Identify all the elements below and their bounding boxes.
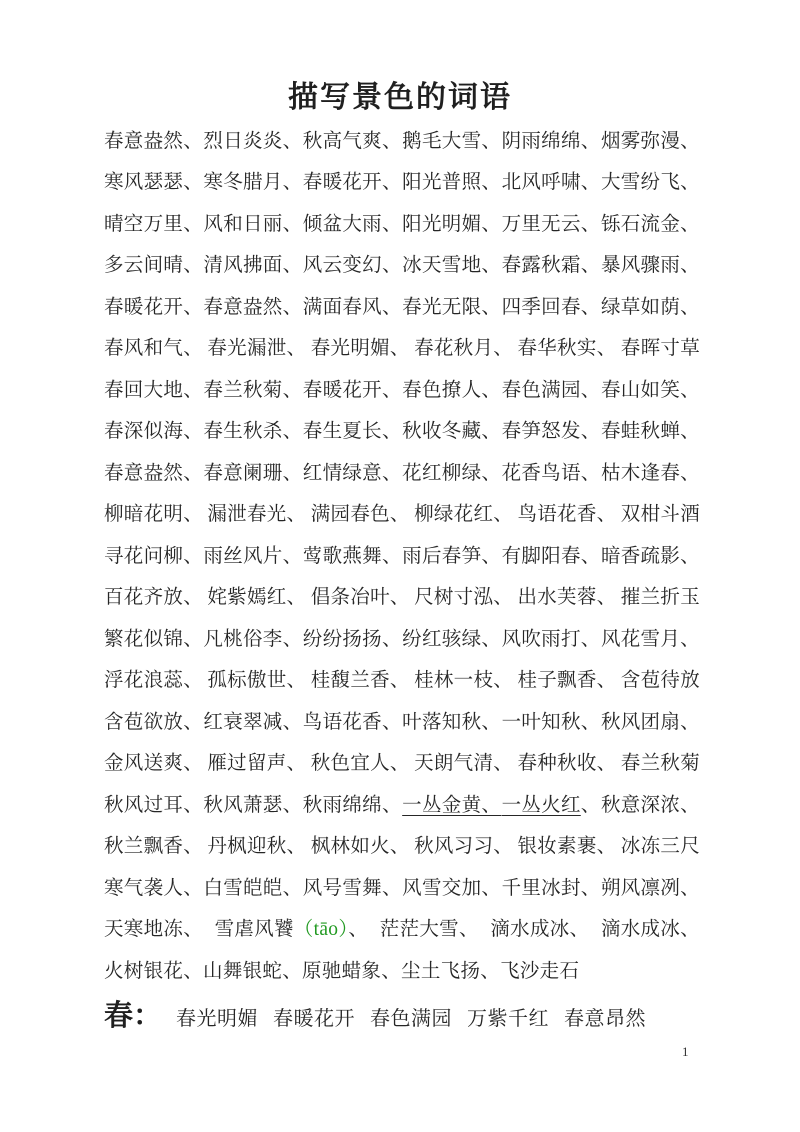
word-run: 绿草如荫、 <box>600 296 700 318</box>
word-item <box>303 374 402 402</box>
word-item <box>601 540 700 568</box>
word-run: 原驰蜡象、 <box>302 960 402 982</box>
word-line <box>104 243 700 285</box>
word-run: 春笋怒发、 <box>501 421 601 443</box>
word-item <box>621 830 700 858</box>
word-item <box>203 955 302 983</box>
word-item <box>104 913 203 941</box>
word-item <box>502 789 601 817</box>
word-item <box>207 664 306 692</box>
word-run: 含苞待放 <box>620 670 700 692</box>
word-run: 倡条冶叶、 <box>310 587 410 609</box>
word-run: 春意盎然、 <box>104 130 204 152</box>
word-item <box>203 249 302 277</box>
word-run: 天寒地冻、 <box>104 919 204 941</box>
word-item <box>311 581 410 609</box>
word-run: 春光漏泄、 <box>207 338 307 360</box>
word-run: 春暖花开、 <box>302 379 402 401</box>
word-item <box>104 374 203 402</box>
word-line <box>104 948 700 990</box>
word-item <box>402 789 501 817</box>
word-run: 暗香疏影、 <box>600 545 700 567</box>
word-item <box>311 498 410 526</box>
word-item <box>601 457 700 485</box>
word-item <box>490 913 589 941</box>
word-run: 桂林一枝、 <box>414 670 514 692</box>
word-run: 秋意深浓、 <box>600 794 700 816</box>
word-run: 桂馥兰香、 <box>310 670 410 692</box>
word-item <box>601 706 700 734</box>
word-item <box>601 913 700 941</box>
word-item <box>104 872 203 900</box>
word-line <box>104 699 700 741</box>
word-item <box>414 830 513 858</box>
page-title: 描写景色的词语 <box>288 81 512 114</box>
word-item <box>203 166 302 194</box>
word-run: 春兰秋菊 <box>620 753 700 775</box>
word-run: 繁花似锦、 <box>104 628 204 650</box>
word-run: 满园春色、 <box>310 504 410 526</box>
word-item <box>303 415 402 443</box>
spring-words <box>176 1002 661 1031</box>
word-run: 一丛火红 <box>501 794 581 816</box>
word-run: 鸟语花香、 <box>302 711 402 733</box>
word-item <box>402 415 501 443</box>
word-item <box>203 540 302 568</box>
word-run: 秋兰飘香、 <box>104 836 204 858</box>
word-run: 春生秋杀、 <box>203 421 303 443</box>
word-item <box>621 498 700 526</box>
word-run: 雨丝风片、 <box>203 545 303 567</box>
word-run: 一叶知秋、 <box>501 711 601 733</box>
word-run: 茫茫大雪、 <box>379 919 479 941</box>
word-line <box>104 907 700 949</box>
word-run: 朔风凛冽、 <box>600 877 700 899</box>
word-item <box>104 830 203 858</box>
word-item <box>601 872 700 900</box>
word-item <box>104 125 203 153</box>
word-item <box>203 789 302 817</box>
word-run: 阳光明媚、 <box>402 213 502 235</box>
word-run: 春华秋实、 <box>517 338 617 360</box>
word-item <box>215 913 369 941</box>
word-run: 春回大地、 <box>104 379 204 401</box>
word-item <box>402 623 501 651</box>
word-run: 千里冰封、 <box>501 877 601 899</box>
word-item <box>601 374 700 402</box>
word-run: 风号雪舞、 <box>302 877 402 899</box>
word-run: 秋色宜人、 <box>310 753 410 775</box>
word-run: 丹枫迎秋、 <box>207 836 307 858</box>
word-item <box>601 125 700 153</box>
word-item <box>500 955 579 983</box>
word-item <box>104 166 203 194</box>
word-item <box>303 208 402 236</box>
word-item <box>207 332 306 360</box>
word-run: 春意阑珊、 <box>203 462 303 484</box>
word-run: 春暖花开、 <box>104 296 204 318</box>
word-item <box>303 291 402 319</box>
word-run: 春意盎然、 <box>203 296 303 318</box>
word-run: 尘土飞扬、 <box>401 960 501 982</box>
word-run: 多云间晴、 <box>104 255 204 277</box>
word-item <box>203 706 302 734</box>
word-run: 阳光普照、 <box>402 172 502 194</box>
word-run: 柳暗花明、 <box>104 504 204 526</box>
word-run: 鹅毛大雪、 <box>402 130 502 152</box>
spring-word: 春光明媚 <box>176 1008 259 1030</box>
word-run: 清风拂面、 <box>203 255 303 277</box>
word-item <box>303 789 402 817</box>
word-run: 鸟语花香、 <box>517 504 617 526</box>
word-run: 春兰秋菊、 <box>203 379 303 401</box>
word-item <box>104 581 203 609</box>
word-item <box>203 208 302 236</box>
spring-word: 春意昂然 <box>564 1008 647 1030</box>
word-run: 滴水成冰、 <box>600 919 700 941</box>
word-run: 春风和气、 <box>104 338 204 360</box>
word-item <box>303 125 402 153</box>
word-run: 花红柳绿、 <box>402 462 502 484</box>
word-run: 风雪交加、 <box>402 877 502 899</box>
word-run: 一丛金黄、 <box>402 794 502 816</box>
word-run: 北风呼啸、 <box>501 172 601 194</box>
word-run: 冰冻三尺 <box>620 836 700 858</box>
word-line <box>104 782 700 824</box>
word-item <box>517 581 616 609</box>
spring-word: 春色满园 <box>370 1008 453 1030</box>
word-item <box>104 249 203 277</box>
word-run: 倾盆大雨、 <box>302 213 402 235</box>
word-run: 秋风团扇、 <box>600 711 700 733</box>
word-item <box>104 540 203 568</box>
word-run: 风云变幻、 <box>302 255 402 277</box>
word-item <box>104 498 203 526</box>
word-item <box>621 332 700 360</box>
word-item <box>601 249 700 277</box>
word-item <box>517 332 616 360</box>
word-run: 阴雨绵绵、 <box>501 130 601 152</box>
word-run: 春光无限、 <box>402 296 502 318</box>
word-item <box>203 623 302 651</box>
word-item <box>311 332 410 360</box>
word-item <box>414 332 513 360</box>
word-run: 暴风骤雨、 <box>600 255 700 277</box>
word-item <box>502 374 601 402</box>
word-run: 秋收冬藏、 <box>402 421 502 443</box>
word-item <box>207 498 306 526</box>
word-item <box>104 291 203 319</box>
word-run: 烟雾弥漫、 <box>600 130 700 152</box>
word-item <box>402 249 501 277</box>
word-run: 双柑斗酒 <box>620 504 700 526</box>
word-run: 秋高气爽、 <box>302 130 402 152</box>
word-run: 春深似海、 <box>104 421 204 443</box>
word-item <box>104 789 203 817</box>
word-item <box>303 249 402 277</box>
word-run: 摧兰折玉 <box>620 587 700 609</box>
word-item <box>402 125 501 153</box>
word-item <box>104 955 203 983</box>
word-list <box>104 118 700 990</box>
word-run: 春色满园、 <box>501 379 601 401</box>
word-item <box>203 125 302 153</box>
word-run: 风吹雨打、 <box>501 628 601 650</box>
word-item <box>401 955 500 983</box>
word-item <box>621 581 700 609</box>
word-item <box>414 747 513 775</box>
word-item <box>303 872 402 900</box>
word-run: 百花齐放、 <box>104 587 204 609</box>
word-item <box>402 706 501 734</box>
word-run: 雪虐风饕 <box>214 919 294 941</box>
word-item <box>502 623 601 651</box>
word-item <box>303 457 402 485</box>
word-item <box>502 540 601 568</box>
word-item <box>104 457 203 485</box>
word-item <box>502 249 601 277</box>
word-item <box>203 291 302 319</box>
word-run: 纷纷扬扬、 <box>302 628 402 650</box>
word-item <box>104 415 203 443</box>
word-line <box>104 616 700 658</box>
word-item <box>621 664 700 692</box>
word-run: 春种秋收、 <box>517 753 617 775</box>
word-line <box>104 492 700 534</box>
word-run: 叶落知秋、 <box>402 711 502 733</box>
word-run: 红情绿意、 <box>302 462 402 484</box>
word-run: 尺树寸泓、 <box>414 587 514 609</box>
word-run: 白雪皑皑、 <box>203 877 303 899</box>
word-item <box>402 208 501 236</box>
word-run: 四季回春、 <box>501 296 601 318</box>
word-item <box>207 747 306 775</box>
pinyin-annotation: （tāo） <box>293 919 349 941</box>
page-number: 1 <box>682 1044 689 1059</box>
word-item <box>380 913 479 941</box>
word-run: 春暖花开、 <box>302 172 402 194</box>
word-item <box>502 457 601 485</box>
word-run: 漏泄春光、 <box>207 504 307 526</box>
word-run: 春色撩人、 <box>402 379 502 401</box>
word-run: 滴水成冰、 <box>490 919 590 941</box>
word-item <box>203 415 302 443</box>
word-line <box>104 533 700 575</box>
word-run: 山舞银蛇、 <box>203 960 303 982</box>
word-line <box>104 118 700 160</box>
word-item <box>303 166 402 194</box>
word-run: 满面春风、 <box>302 296 402 318</box>
word-run: 枯木逢春、 <box>600 462 700 484</box>
word-run: 春生夏长、 <box>302 421 402 443</box>
word-item <box>601 291 700 319</box>
spring-section-label: 春： <box>104 1000 163 1032</box>
word-item <box>502 208 601 236</box>
word-run: 秋风过耳、 <box>104 794 204 816</box>
word-item <box>414 498 513 526</box>
word-item <box>402 166 501 194</box>
word-item <box>402 872 501 900</box>
word-item <box>311 830 410 858</box>
word-item <box>502 291 601 319</box>
word-run: 风和日丽、 <box>203 213 303 235</box>
word-run: 凡桃俗李、 <box>203 628 303 650</box>
word-item <box>502 872 601 900</box>
word-item <box>303 623 402 651</box>
word-item <box>601 166 700 194</box>
word-run: 红衰翠减、 <box>203 711 303 733</box>
spring-section-line <box>104 993 700 1034</box>
word-item <box>402 540 501 568</box>
word-run: 春意盎然、 <box>104 462 204 484</box>
word-run: 春山如笑、 <box>600 379 700 401</box>
word-run: 春露秋霜、 <box>501 255 601 277</box>
word-run: 秋风习习、 <box>414 836 514 858</box>
word-item <box>517 498 616 526</box>
word-run: 孤标傲世、 <box>207 670 307 692</box>
word-item <box>517 664 616 692</box>
word-line <box>104 575 700 617</box>
word-run: 金风送爽、 <box>104 753 204 775</box>
word-item <box>414 581 513 609</box>
word-run: 天朗气清、 <box>414 753 514 775</box>
word-run: 出水芙蓉、 <box>517 587 617 609</box>
word-item <box>207 581 306 609</box>
word-run: 秋风萧瑟、 <box>203 794 303 816</box>
word-line <box>104 824 700 866</box>
word-line <box>104 284 700 326</box>
word-item <box>303 706 402 734</box>
word-item <box>302 955 401 983</box>
word-item <box>104 332 203 360</box>
word-item <box>601 623 700 651</box>
word-run: 秋雨绵绵、 <box>302 794 402 816</box>
word-run: 寒风瑟瑟、 <box>104 172 204 194</box>
word-run: 雨后春笋、 <box>402 545 502 567</box>
word-item <box>502 125 601 153</box>
word-run: 大雪纷飞、 <box>600 172 700 194</box>
word-run: 铄石流金、 <box>600 213 700 235</box>
word-item <box>104 747 203 775</box>
word-run: 飞沙走石 <box>500 960 580 982</box>
word-run: 春花秋月、 <box>414 338 514 360</box>
word-item <box>502 706 601 734</box>
word-line <box>104 450 700 492</box>
word-run: 寻花问柳、 <box>104 545 204 567</box>
word-item <box>601 208 700 236</box>
word-run: 火树银花、 <box>104 960 204 982</box>
word-run: 柳绿花红、 <box>414 504 514 526</box>
word-run: 银妆素裹、 <box>517 836 617 858</box>
word-item <box>402 374 501 402</box>
word-item <box>502 415 601 443</box>
word-run: 晴空万里、 <box>104 213 204 235</box>
word-run: 姹紫嫣红、 <box>207 587 307 609</box>
word-item <box>517 747 616 775</box>
word-item <box>414 664 513 692</box>
spring-word: 春暖花开 <box>273 1008 356 1030</box>
word-run: 春蛙秋蝉、 <box>600 421 700 443</box>
spring-word: 万紫千红 <box>467 1008 550 1030</box>
word-line <box>104 326 700 368</box>
word-line <box>104 865 700 907</box>
word-item <box>203 872 302 900</box>
word-run: 枫林如火、 <box>310 836 410 858</box>
word-line <box>104 409 700 451</box>
word-item <box>207 830 306 858</box>
word-run: 花香鸟语、 <box>501 462 601 484</box>
word-item <box>311 664 410 692</box>
word-item <box>502 166 601 194</box>
word-line <box>104 658 700 700</box>
word-run: 、 <box>348 919 369 941</box>
word-item <box>104 664 203 692</box>
word-line <box>104 741 700 783</box>
word-line <box>104 201 700 243</box>
word-line <box>104 160 700 202</box>
word-run: 烈日炎炎、 <box>203 130 303 152</box>
word-item <box>402 291 501 319</box>
word-run: 万里无云、 <box>501 213 601 235</box>
word-item <box>203 457 302 485</box>
word-item <box>601 415 700 443</box>
word-run: 雁过留声、 <box>207 753 307 775</box>
word-run: 冰天雪地、 <box>402 255 502 277</box>
word-run: 、 <box>580 794 601 816</box>
word-run: 寒气袭人、 <box>104 877 204 899</box>
word-run: 纷红骇绿、 <box>402 628 502 650</box>
word-line <box>104 367 700 409</box>
word-item <box>402 457 501 485</box>
word-item <box>104 623 203 651</box>
word-item <box>104 706 203 734</box>
word-run: 寒冬腊月、 <box>203 172 303 194</box>
word-run: 桂子飘香、 <box>517 670 617 692</box>
word-item <box>621 747 700 775</box>
word-run: 春晖寸草 <box>620 338 700 360</box>
word-run: 含苞欲放、 <box>104 711 204 733</box>
word-run: 风花雪月、 <box>600 628 700 650</box>
word-run: 有脚阳春、 <box>501 545 601 567</box>
word-run: 浮花浪蕊、 <box>104 670 204 692</box>
word-item <box>311 747 410 775</box>
word-item <box>303 540 402 568</box>
word-run: 莺歌燕舞、 <box>302 545 402 567</box>
word-run: 春光明媚、 <box>310 338 410 360</box>
word-item <box>517 830 616 858</box>
word-item <box>601 789 700 817</box>
word-item <box>203 374 302 402</box>
word-item <box>104 208 203 236</box>
